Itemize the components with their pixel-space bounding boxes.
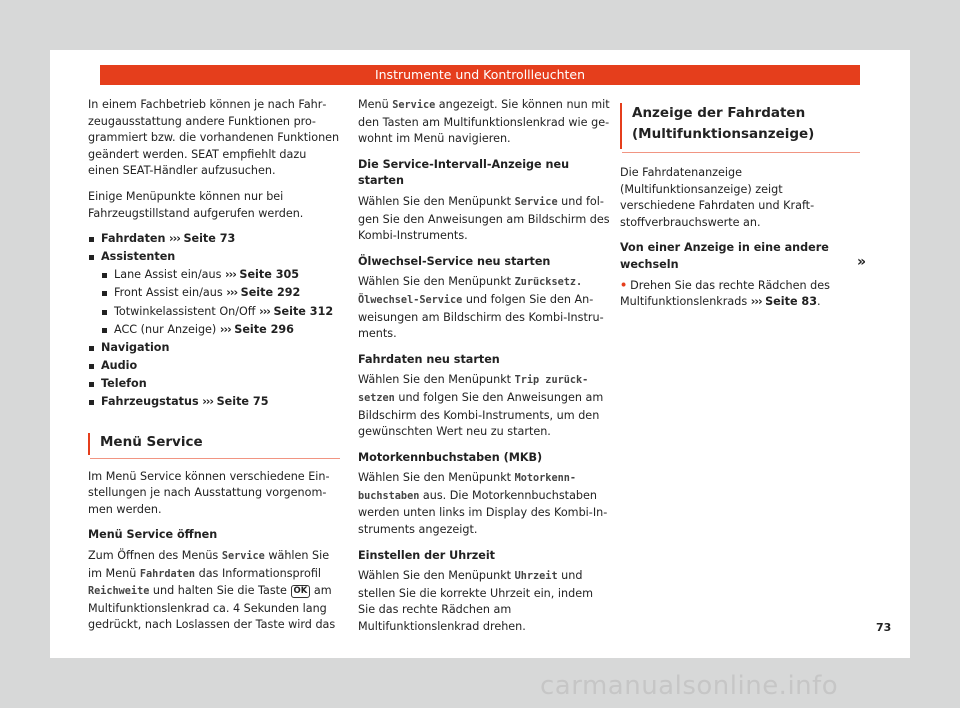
list-item-audio: Audio	[88, 358, 340, 375]
page-link[interactable]: Seite 75	[216, 395, 269, 408]
service-menu-paragraph: Menü Service angezeigt. Sie können nun mit den Tasten am Multifunktionslenkrad wie gewohnt im Menü navigieren.	[358, 98, 610, 146]
menu-code: Fahrdaten	[139, 568, 196, 580]
menu-code: Ölwechsel-Service	[358, 294, 463, 306]
page-link[interactable]: Seite 312	[273, 304, 334, 318]
list-item-lane-assist: Lane Assist ein/aus ››› Seite 305	[101, 267, 340, 284]
continue-arrow-icon: »	[857, 254, 867, 270]
oelwechsel-paragraph: Wählen Sie den Menüpunkt Zurücksetz. Ölwechsel-Service und folgen Sie den Anweisungen am Bildschirm des Kombi-Instruments.	[358, 275, 604, 341]
column-3	[620, 97, 860, 320]
watermark: carmanualsonline.info	[540, 671, 839, 701]
service-paragraph: Im Menü Service können verschiedene Einstellungen je nach Ausstattung vorgenommen werden.	[88, 469, 330, 516]
list-item-fahrdaten: Fahrdaten ››› Seite 73	[88, 231, 340, 248]
list-item-fahrzeugstatus: Fahrzeugstatus ››› Seite 75	[88, 394, 340, 411]
subheading-uhrzeit: Einstellen der Uhrzeit	[358, 548, 496, 562]
uhrzeit-paragraph: Wählen Sie den Menüpunkt Uhrzeit und stellen Sie die korrekte Uhrzeit ein, indem Sie das rechte Rädchen am Multifunktionslenkrad drehen.	[358, 569, 593, 634]
menu-code: Trip zurück-	[514, 375, 589, 387]
menu-code: buchstaben	[358, 490, 420, 502]
column-1	[88, 97, 340, 643]
list-item-telefon: Telefon	[88, 376, 340, 393]
menu-code: Service	[392, 100, 436, 111]
menu-code: Reichweite	[88, 586, 150, 598]
manual-page	[50, 50, 910, 658]
subheading-mkb: Motorkennbuchstaben (MKB)	[358, 450, 543, 464]
column-2	[358, 97, 610, 645]
ok-key-icon: OK	[291, 585, 311, 598]
reference-arrow-icon: ›››	[750, 295, 762, 309]
fahrdaten-anzeige-paragraph: Die Fahrdatenanzeige (Multifunktionsanzeige) zeigt verschiedene Fahrdaten und Kraftstoffverbrauchswerte an.	[620, 166, 815, 229]
chapter-title: Instrumente und Kontrollleuchten	[374, 67, 586, 82]
mkb-paragraph: Wählen Sie den Menüpunkt Motorkenn- buchstaben aus. Die Motorkennbuchstaben werden unten links im Display des Kombi-Instruments angezeigt.	[358, 471, 608, 537]
list-item-front-assist: Front Assist ein/aus ››› Seite 292	[101, 285, 340, 302]
list-item-totwinkel: Totwinkelassistent On/Off ››› Seite 312	[101, 304, 340, 321]
reference-arrow-icon: ›››	[202, 395, 214, 408]
page-link[interactable]: Seite 296	[234, 322, 294, 336]
page-link[interactable]: Seite 83	[765, 295, 818, 309]
reference-arrow-icon: ›››	[226, 286, 238, 300]
fahrdaten-paragraph: Wählen Sie den Menüpunkt Trip zurück- setzen und folgen Sie den Anweisungen am Bildschirm des Kombi-Instruments, um den gewünschten Wert neu zu starten.	[358, 373, 604, 439]
menu-code: Uhrzeit	[514, 571, 558, 583]
page-link[interactable]: Seite 292	[240, 286, 301, 300]
bullet-icon: •	[620, 278, 628, 292]
subheading-open-service: Menü Service öffnen	[88, 528, 218, 542]
menu-code: Motorkenn-	[514, 473, 576, 485]
subheading-oelwechsel: Ölwechsel-Service neu starten	[358, 254, 551, 268]
list-item-navigation: Navigation	[88, 340, 340, 357]
list-item-acc: ACC (nur Anzeige) ››› Seite 296	[101, 322, 340, 339]
menu-list	[88, 231, 340, 410]
menu-code: Service	[514, 196, 558, 208]
menu-code: setzen	[358, 392, 395, 404]
reference-arrow-icon: ›››	[225, 268, 236, 282]
list-item-assistenten: Assistenten Lane Assist ein/aus ››› Seite 305 Front Assist ein/aus ››› Seite 292 Totwinkelassistent On/Off ››› Seite 312 ACC (nur Anzeige) ››› Seite 296	[88, 249, 340, 338]
assistenten-sublist	[101, 267, 340, 338]
reference-arrow-icon: ›››	[169, 232, 180, 246]
menu-code: Service	[221, 550, 265, 562]
section-title-fahrdaten-anzeige: Anzeige der Fahrdaten (Multifunktionsanzeige)	[620, 103, 860, 149]
chapter-header	[100, 65, 860, 85]
wechseln-step: • Drehen Sie das rechte Rädchen des Multifunktionslenkrads ››› Seite 83.	[620, 278, 830, 309]
page-number: 73	[876, 621, 892, 634]
section-title-menu-service: Menü Service	[88, 433, 340, 455]
interval-paragraph: Wählen Sie den Menüpunkt Service und folgen Sie den Anweisungen am Bildschirm des Kombi-Instruments.	[358, 194, 610, 243]
subheading-interval: Die Service-Intervall-Anzeige neu starten	[358, 157, 570, 188]
menu-code: Zurücksetz.	[514, 277, 583, 289]
reference-arrow-icon: ›››	[219, 322, 231, 336]
reference-arrow-icon: ›››	[259, 304, 270, 318]
subheading-wechseln: Von einer Anzeige in eine andere wechseln	[620, 241, 829, 271]
open-service-paragraph: Zum Öffnen des Menüs Service wählen Sie im Menü Fahrdaten das Informationsprofil Reichweite und halten Sie die Taste OK am Multifunktionslenkrad ca. 4 Sekunden lang gedrückt, nach Loslassen der Taste wird das	[88, 548, 336, 632]
intro-paragraph-1: In einem Fachbetrieb können je nach Fahrzeugausstattung andere Funktionen programmiert bzw. die vorhandenen Funktionen geändert werden. SEAT empfiehlt dazu einen SEAT-Händler aufzusuchen.	[88, 98, 340, 178]
page-link[interactable]: Seite 305	[239, 268, 300, 282]
subheading-fahrdaten: Fahrdaten neu starten	[358, 352, 500, 366]
intro-paragraph-2: Einige Menüpunkte können nur bei Fahrzeugstillstand aufgerufen werden.	[88, 189, 304, 220]
page-link[interactable]: Seite 73	[183, 232, 236, 246]
